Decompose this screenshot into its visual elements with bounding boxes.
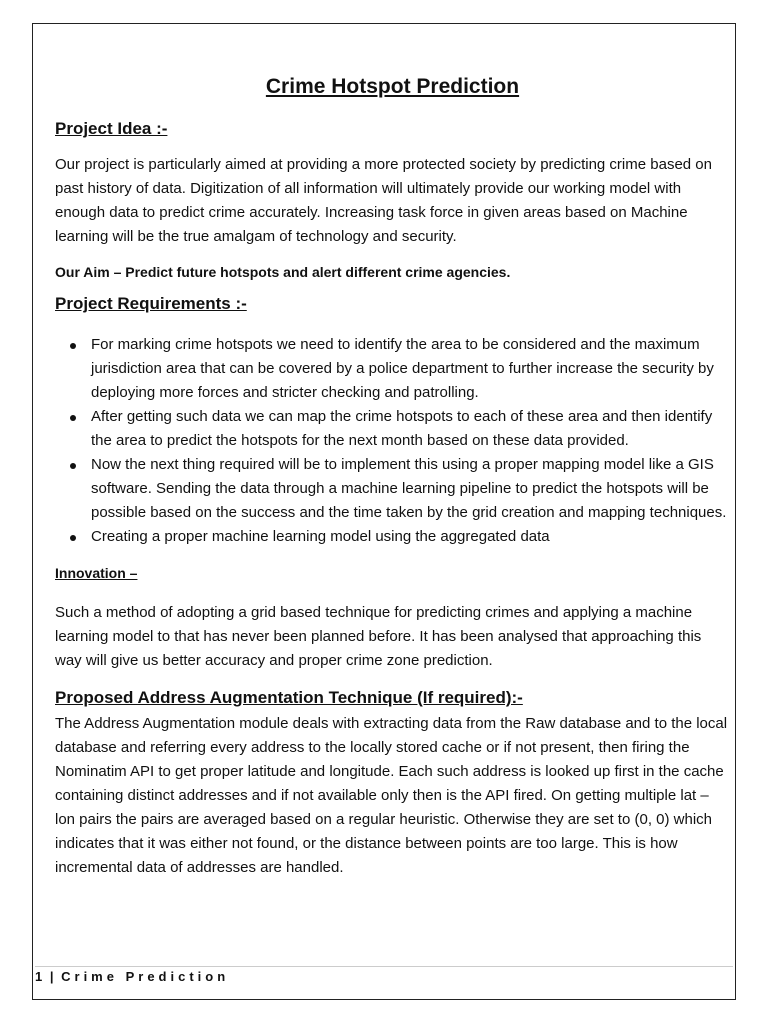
document-body <box>55 70 730 880</box>
project-idea-paragraph: Our project is particularly aimed at providing a more protected society by predicting crime based on past history of data. Digitization of all information will ultimately provide our working model with enough data to predict crime accurately. Increasing task force in given areas based on Machine learning will be the true amalgam of technology and security. <box>55 156 712 245</box>
project-idea-heading: Project Idea :- <box>55 119 168 138</box>
list-item: Creating a proper machine learning model using the aggregated data <box>55 525 730 549</box>
document-title: Crime Hotspot Prediction <box>265 75 520 98</box>
aim-statement: Our Aim – Predict future hotspots and alert different crime agencies. <box>55 264 511 280</box>
address-paragraph: The Address Augmentation module deals with extracting data from the Raw database and to the local database and referring every address to the locally stored cache or if not present, then firing the Nominatim API to get proper latitude and longitude. Each such address is looked up first in the cache containing distinct addresses and if not available only then is the API fired. On getting multiple lat – lon pairs the pairs are averaged based on a regular heuristic. Otherwise they are set to (0, 0) which indicates that it was either not found, or the distance between points are too large. This is how incremental data of addresses are handled. <box>55 715 728 876</box>
bullet-icon <box>70 463 76 469</box>
bullet-icon <box>70 415 76 421</box>
list-item: For marking crime hotspots we need to identify the area to be considered and the maximum jurisdiction area that can be covered by a police department to further increase the security by deploying more forces and stricter checking and patrolling. <box>55 333 730 405</box>
address-heading: Proposed Address Augmentation Technique (If required):- <box>55 688 523 707</box>
footer-separator: | <box>49 969 54 984</box>
list-item: Now the next thing required will be to implement this using a proper mapping model like a GIS software. Sending the data through a machine learning pipeline to predict the hotspots will be possible based on the success and the time taken by the grid creation and mapping techniques. <box>55 453 730 525</box>
bullet-icon <box>70 535 76 541</box>
innovation-heading: Innovation – <box>55 565 138 581</box>
page-footer <box>35 966 733 984</box>
list-item: After getting such data we can map the crime hotspots to each of these area and then identify the area to predict the hotspots for the next month based on these data provided. <box>55 405 730 453</box>
page-number: 1 <box>35 969 43 984</box>
innovation-paragraph: Such a method of adopting a grid based technique for predicting crimes and applying a machine learning model to that has never been planned before. It has been analysed that approaching this way will give us better accuracy and proper crime zone prediction. <box>55 604 702 669</box>
bullet-icon <box>70 343 76 349</box>
requirements-list <box>55 333 730 549</box>
requirements-heading: Project Requirements :- <box>55 294 247 313</box>
footer-label: Crime Prediction <box>61 969 230 984</box>
